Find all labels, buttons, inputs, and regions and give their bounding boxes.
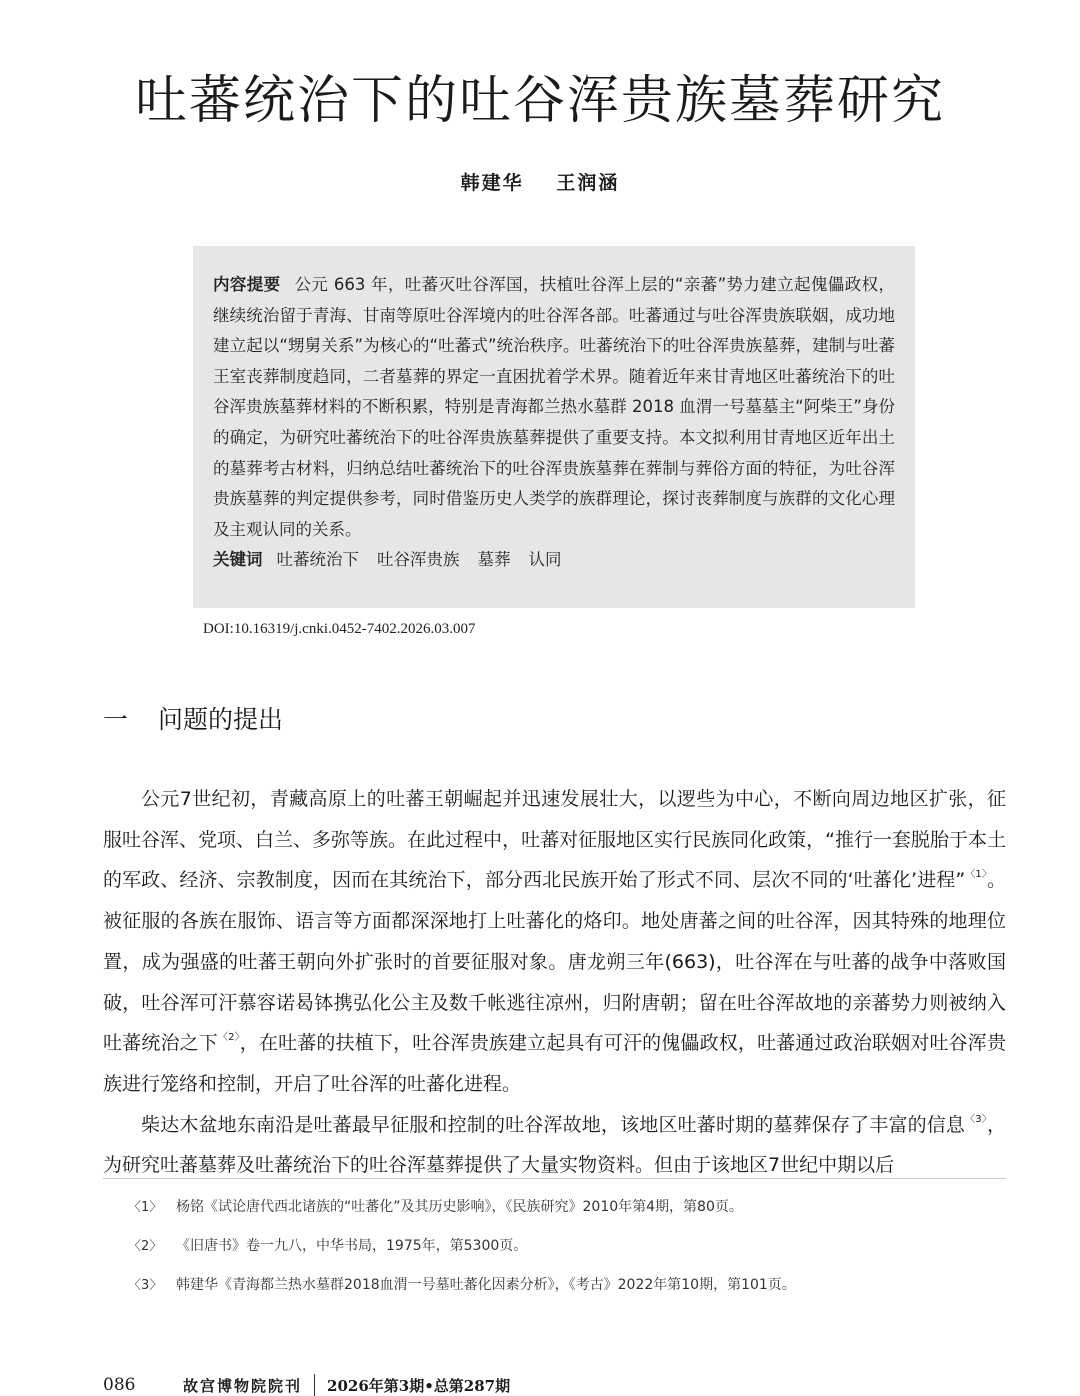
issue-info: 2026年第3期•总第287期 (327, 1376, 511, 1395)
footnote-ref[interactable]: 〈1〉 (965, 869, 987, 881)
body-paragraph (103, 1105, 1006, 1186)
body-text-run: 公元7世纪初，青藏高原上的吐蕃王朝崛起并迅速发展壮大，以逻些为中心，不断向周边地区扩张，征服吐谷浑、党项、白兰、多弥等族。在此过程中，吐蕃对征服地区实行民族同化政策，“推行一套脱胎于本土的军政、经济、宗教制度，因而在其统治下，部分西北民族开始了形式不同、层次不同的‘吐蕃化’进程” (103, 788, 1006, 892)
keyword: 墓葬 (477, 550, 511, 570)
footnote-mark: 〈2〉 (128, 1239, 163, 1254)
abstract-paragraph (213, 270, 895, 545)
footnote (128, 1235, 1008, 1274)
footnote-divider (103, 1178, 1006, 1179)
footnotes (128, 1196, 1008, 1313)
body-text-run: ，为研究吐蕃墓葬及吐蕃统治下的吐谷浑墓葬提供了大量实物资料。但由于该地区7世纪中期以后 (103, 1113, 1006, 1177)
abstract-text: 公元 663 年，吐蕃灭吐谷浑国，扶植吐谷浑上层的“亲蕃”势力建立起傀儡政权，继续统治留于青海、甘南等原吐谷浑境内的吐谷浑各部。吐蕃通过与吐谷浑贵族联姻，成功地建立起以“甥舅关系”为核心的“吐蕃式”统治秩序。吐蕃统治下的吐谷浑贵族墓葬，建制与吐蕃王室丧葬制度趋同，二者墓葬的界定一直困扰着学术界。随着近年来甘青地区吐蕃统治下的吐谷浑贵族墓葬材料的不断积累，特别是青海都兰热水墓群 2018 血渭一号墓墓主“阿柴王”身份的确定，为研究吐蕃统治下的吐谷浑贵族墓葬提供了重要支持。本文拟利用甘青地区近年出土的墓葬考古材料，归纳总结吐蕃统治下的吐谷浑贵族墓葬在葬制与葬俗方面的特征，为吐谷浑贵族墓葬的判定提供参考，同时借鉴历史人类学的族群理论，探讨丧葬制度与族群的文化心理及主观认同的关系。 (213, 275, 895, 539)
section-heading (103, 700, 283, 736)
article-title: 吐蕃统治下的吐谷浑贵族墓葬研究 (134, 71, 945, 131)
footnote-text: 杨铭《试论唐代西北诸族的“吐蕃化”及其历史影响》，《民族研究》2010年第4期，第80页。 (176, 1199, 743, 1215)
section-title: 问题的提出 (158, 705, 284, 734)
author-name: 韩建华 (460, 172, 524, 194)
keywords-line (213, 545, 895, 576)
footnote-ref[interactable]: 〈2〉 (217, 1032, 240, 1044)
footnote-ref[interactable]: 〈3〉 (965, 1113, 987, 1125)
body-text-run: ，在吐蕃的扶植下，吐谷浑贵族建立起具有可汗的傀儡政权，吐蕃通过政治联姻对吐谷浑贵族进行笼络和控制，开启了吐谷浑的吐蕃化进程。 (103, 1032, 1006, 1095)
journal-name: 故宫博物院院刊 (183, 1376, 303, 1395)
footnote-text: 韩建华《青海都兰热水墓群2018血渭一号墓吐蕃化因素分析》，《考古》2022年第10期，第101页。 (176, 1277, 796, 1293)
footnote-mark: 〈1〉 (128, 1200, 163, 1215)
body-text-run: 。被征服的各族在服饰、语言等方面都深深地打上吐蕃化的烙印。地处唐蕃之间的吐谷浑，因其特殊的地理位置，成为强盛的吐蕃王朝向外扩张时的首要征服对象。唐龙朔三年(663)，吐谷浑在与吐蕃的战争中落败国破，吐谷浑可汗慕容诺曷钵携弘化公主及数千帐逃往凉州，归附唐朝；留在吐谷浑故地的亲蕃势力则被纳入吐蕃统治之下 (103, 869, 1006, 1055)
body-paragraph (103, 779, 1006, 1105)
keywords-label: 关键词 (213, 550, 263, 570)
keyword: 吐蕃统治下 (276, 550, 359, 570)
doi: DOI:10.16319/j.cnki.0452-7402.2026.03.007 (203, 621, 476, 637)
footnote (128, 1196, 1008, 1235)
keyword: 认同 (528, 550, 562, 570)
footer-divider (314, 1374, 315, 1396)
body-text (103, 779, 1006, 1186)
page-footer (103, 1374, 510, 1396)
footnote (128, 1274, 1008, 1313)
abstract-box (193, 246, 915, 608)
footnote-mark: 〈3〉 (128, 1278, 163, 1293)
author-list (0, 168, 1080, 195)
abstract-label: 内容提要 (213, 275, 281, 294)
page-number: 086 (103, 1375, 136, 1395)
section-number: 一 (103, 705, 129, 734)
keyword: 吐谷浑贵族 (377, 550, 460, 570)
body-text-run: 柴达木盆地东南沿是吐蕃最早征服和控制的吐谷浑故地，该地区吐蕃时期的墓葬保存了丰富的信息 (141, 1113, 966, 1136)
author-name: 王润涵 (556, 172, 620, 194)
footnote-text: 《旧唐书》卷一九八，中华书局，1975年，第5300页。 (176, 1238, 528, 1254)
